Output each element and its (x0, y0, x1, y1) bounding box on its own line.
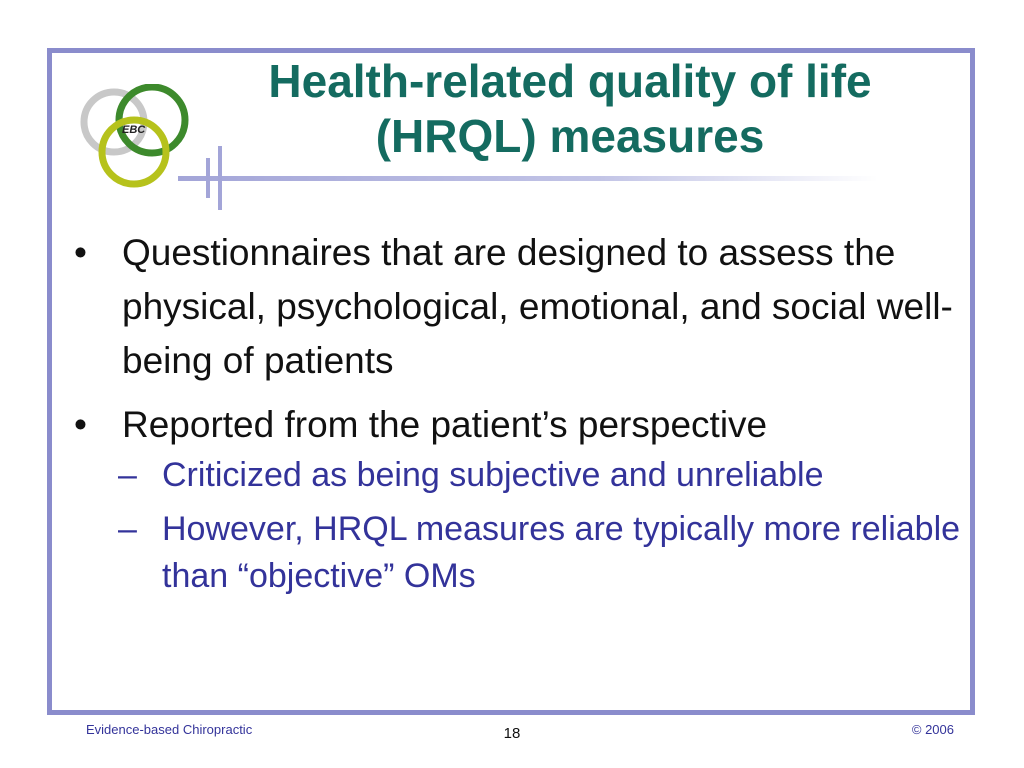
sub-bullet-marker: – (118, 510, 137, 548)
slide-title (220, 54, 920, 164)
bullet-list (74, 226, 964, 600)
bullet-text: Questionnaires that are designed to assess the physical, psychological, emotional, and social well-being of patients (122, 232, 953, 381)
footer-left-text: Evidence-based Chiropractic (86, 722, 253, 737)
sub-bullet-marker: – (118, 456, 137, 494)
slide-title-line-1: Health-related quality of life (268, 55, 872, 107)
sub-bullet-text: Criticized as being subjective and unreliable (162, 456, 824, 494)
title-rule (178, 176, 878, 181)
bullet-marker: • (74, 232, 87, 273)
sub-bullet-list (118, 452, 964, 600)
sub-bullet-text: However, HRQL measures are typically more reliable than “objective” OMs (162, 510, 961, 595)
sub-bullet-item (118, 452, 964, 499)
bullet-text: Reported from the patient’s perspective (122, 404, 768, 445)
bullet-item (74, 398, 964, 600)
bullet-item (74, 226, 964, 388)
footer-copyright: © 2006 (911, 722, 954, 737)
bullet-marker: • (74, 404, 87, 445)
title-rule-tick (206, 158, 210, 198)
page-number: 18 (503, 725, 521, 742)
logo-text: EBC (122, 124, 146, 136)
slide-title-line-2: (HRQL) measures (375, 110, 765, 162)
sub-bullet-item (118, 506, 964, 600)
